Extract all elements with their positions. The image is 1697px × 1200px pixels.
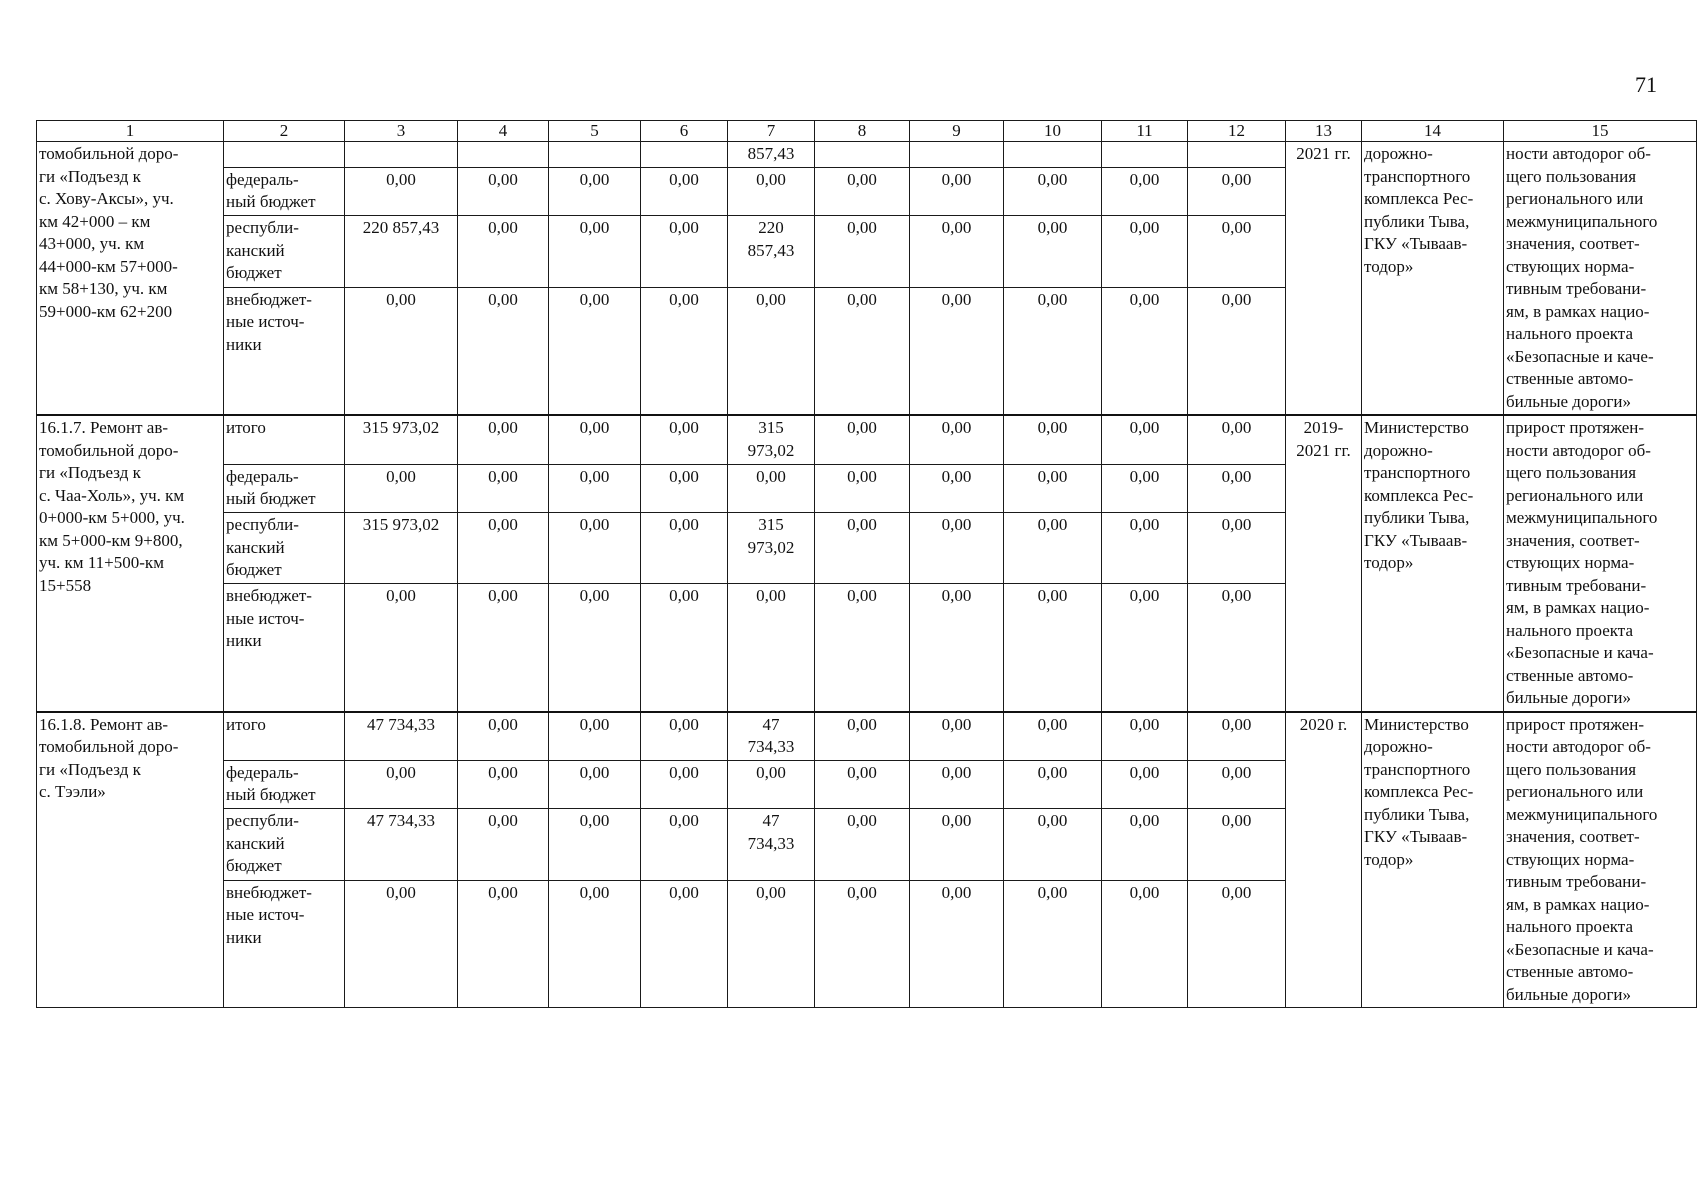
value-cell: 0,00 — [549, 464, 641, 513]
value-cell: 0,00 — [910, 584, 1004, 712]
column-number-header-row — [37, 121, 1697, 142]
value-cell: 0,00 — [1188, 167, 1286, 216]
funding-source: итого — [224, 415, 345, 464]
value-cell: 0,00 — [815, 880, 910, 1007]
value-cell: 47 734,33 — [345, 712, 458, 761]
result-cell: ности автодорог об- щего пользования регионального или межмуниципального значения, соответ- ствующих норма- тивным требовани- ям, в рамках нацио- нального проекта «Безопасные и каче- ственные автомо- бильные дороги» — [1504, 142, 1697, 416]
value-cell: 0,00 — [728, 167, 815, 216]
value-cell: 0,00 — [1188, 287, 1286, 415]
value-cell — [1004, 142, 1102, 168]
value-cell: 0,00 — [1004, 880, 1102, 1007]
funding-source: внебюджет- ные источ- ники — [224, 584, 345, 712]
funding-source: республи- канский бюджет — [224, 216, 345, 287]
value-cell: 0,00 — [549, 712, 641, 761]
executor-cell: дорожно- транспортного комплекса Рес- публики Тыва, ГКУ «Тываав- тодор» — [1362, 142, 1504, 416]
value-cell: 0,00 — [1004, 513, 1102, 584]
value-cell: 0,00 — [458, 464, 549, 513]
value-cell: 0,00 — [1188, 712, 1286, 761]
value-cell: 0,00 — [458, 513, 549, 584]
value-cell: 0,00 — [1004, 760, 1102, 808]
value-cell: 0,00 — [549, 415, 641, 464]
value-cell: 0,00 — [910, 216, 1004, 287]
value-cell: 0,00 — [1004, 584, 1102, 712]
executor-cell: Министерство дорожно- транспортного комплекса Рес- публики Тыва, ГКУ «Тываав- тодор» — [1362, 415, 1504, 712]
years-cell: 2019- 2021 гг. — [1286, 415, 1362, 712]
funding-source — [224, 142, 345, 168]
value-cell: 0,00 — [1004, 167, 1102, 216]
value-cell: 0,00 — [1188, 584, 1286, 712]
value-cell: 0,00 — [815, 513, 910, 584]
value-cell: 0,00 — [641, 464, 728, 513]
value-cell: 0,00 — [728, 760, 815, 808]
value-cell: 0,00 — [641, 880, 728, 1007]
table-row — [37, 415, 1697, 464]
value-cell: 0,00 — [1102, 167, 1188, 216]
value-cell: 0,00 — [728, 584, 815, 712]
value-cell: 0,00 — [1004, 287, 1102, 415]
column-number: 1 — [37, 121, 224, 142]
value-cell: 0,00 — [641, 584, 728, 712]
value-cell: 47 734,33 — [728, 809, 815, 880]
value-cell: 0,00 — [641, 809, 728, 880]
value-cell: 220 857,43 — [728, 216, 815, 287]
value-cell: 0,00 — [549, 513, 641, 584]
column-number: 3 — [345, 121, 458, 142]
value-cell: 0,00 — [1188, 513, 1286, 584]
value-cell: 0,00 — [815, 167, 910, 216]
column-number: 4 — [458, 121, 549, 142]
column-number: 9 — [910, 121, 1004, 142]
value-cell: 0,00 — [1102, 712, 1188, 761]
column-number: 12 — [1188, 121, 1286, 142]
value-cell — [458, 142, 549, 168]
funding-source: внебюджет- ные источ- ники — [224, 880, 345, 1007]
value-cell: 0,00 — [641, 712, 728, 761]
value-cell: 0,00 — [1102, 809, 1188, 880]
funding-source: федераль- ный бюджет — [224, 760, 345, 808]
column-number: 15 — [1504, 121, 1697, 142]
years-cell: 2021 гг. — [1286, 142, 1362, 416]
value-cell: 0,00 — [345, 760, 458, 808]
column-number: 14 — [1362, 121, 1504, 142]
value-cell: 0,00 — [549, 809, 641, 880]
value-cell: 0,00 — [345, 584, 458, 712]
result-cell: прирост протяжен- ности автодорог об- щего пользования регионального или межмуниципального значения, соответ- ствующих норма- тивным требовани- ям, в рамках нацио- нального проекта «Безопасные и кача- ственные автомо- бильные дороги» — [1504, 415, 1697, 712]
value-cell: 0,00 — [458, 287, 549, 415]
value-cell: 0,00 — [910, 880, 1004, 1007]
column-number: 5 — [549, 121, 641, 142]
funding-source: итого — [224, 712, 345, 761]
value-cell: 47 734,33 — [728, 712, 815, 761]
value-cell: 0,00 — [1102, 584, 1188, 712]
result-cell: прирост протяжен- ности автодорог об- щего пользования регионального или межмуниципального значения, соответ- ствующих норма- тивным требовани- ям, в рамках нацио- нального проекта «Безопасные и кача- ственные автомо- бильные дороги» — [1504, 712, 1697, 1008]
value-cell: 0,00 — [815, 584, 910, 712]
value-cell — [1102, 142, 1188, 168]
value-cell: 0,00 — [1004, 464, 1102, 513]
funding-source: федераль- ный бюджет — [224, 167, 345, 216]
funding-source: федераль- ный бюджет — [224, 464, 345, 513]
funding-source: республи- канский бюджет — [224, 513, 345, 584]
value-cell: 0,00 — [458, 712, 549, 761]
value-cell: 0,00 — [1004, 809, 1102, 880]
value-cell: 0,00 — [910, 287, 1004, 415]
value-cell: 0,00 — [728, 287, 815, 415]
value-cell: 315 973,02 — [345, 513, 458, 584]
value-cell — [641, 142, 728, 168]
column-number: 7 — [728, 121, 815, 142]
value-cell: 0,00 — [815, 216, 910, 287]
value-cell — [345, 142, 458, 168]
table-row — [37, 712, 1697, 761]
road-name: 16.1.7. Ремонт ав- томобильной доро- ги «Подъезд к с. Чаа-Холь», уч. км 0+000-км 5+000, уч. км 5+000-км 9+800, уч. км 11+500-км 15+558 — [37, 415, 224, 712]
value-cell: 0,00 — [549, 167, 641, 216]
value-cell: 315 973,02 — [728, 415, 815, 464]
road-name: 16.1.8. Ремонт ав- томобильной доро- ги «Подъезд к с. Тээли» — [37, 712, 224, 1008]
value-cell: 0,00 — [1102, 513, 1188, 584]
value-cell: 857,43 — [728, 142, 815, 168]
value-cell: 0,00 — [1004, 216, 1102, 287]
value-cell — [815, 142, 910, 168]
table-row — [37, 142, 1697, 168]
value-cell: 315 973,02 — [728, 513, 815, 584]
value-cell: 0,00 — [345, 167, 458, 216]
value-cell: 0,00 — [1102, 760, 1188, 808]
value-cell: 0,00 — [728, 880, 815, 1007]
value-cell: 0,00 — [1188, 760, 1286, 808]
value-cell: 0,00 — [1102, 880, 1188, 1007]
value-cell: 0,00 — [549, 584, 641, 712]
value-cell: 0,00 — [910, 464, 1004, 513]
value-cell: 0,00 — [458, 584, 549, 712]
value-cell: 0,00 — [815, 760, 910, 808]
value-cell: 0,00 — [1102, 415, 1188, 464]
value-cell: 0,00 — [1102, 464, 1188, 513]
value-cell — [1188, 142, 1286, 168]
value-cell: 0,00 — [1004, 415, 1102, 464]
value-cell: 0,00 — [641, 167, 728, 216]
value-cell: 0,00 — [1188, 809, 1286, 880]
value-cell: 0,00 — [641, 415, 728, 464]
column-number: 11 — [1102, 121, 1188, 142]
value-cell: 0,00 — [910, 513, 1004, 584]
value-cell: 0,00 — [910, 167, 1004, 216]
program-table — [36, 120, 1697, 1008]
value-cell: 0,00 — [1188, 415, 1286, 464]
value-cell: 0,00 — [641, 287, 728, 415]
value-cell: 0,00 — [345, 287, 458, 415]
value-cell: 0,00 — [458, 216, 549, 287]
years-cell: 2020 г. — [1286, 712, 1362, 1008]
value-cell: 0,00 — [815, 712, 910, 761]
value-cell: 0,00 — [549, 287, 641, 415]
value-cell: 0,00 — [815, 464, 910, 513]
value-cell: 0,00 — [910, 415, 1004, 464]
value-cell: 0,00 — [1188, 464, 1286, 513]
value-cell: 0,00 — [549, 880, 641, 1007]
value-cell: 0,00 — [458, 880, 549, 1007]
value-cell: 0,00 — [1102, 216, 1188, 287]
column-number: 6 — [641, 121, 728, 142]
road-name: томобильной доро- ги «Подъезд к с. Хову-Аксы», уч. км 42+000 – км 43+000, уч. км 44+000-км 57+000- км 58+130, уч. км 59+000-км 62+200 — [37, 142, 224, 416]
value-cell: 0,00 — [910, 809, 1004, 880]
value-cell: 0,00 — [728, 464, 815, 513]
executor-cell: Министерство дорожно- транспортного комплекса Рес- публики Тыва, ГКУ «Тываав- тодор» — [1362, 712, 1504, 1008]
value-cell: 0,00 — [345, 464, 458, 513]
value-cell: 0,00 — [549, 760, 641, 808]
value-cell: 0,00 — [910, 760, 1004, 808]
value-cell: 0,00 — [345, 880, 458, 1007]
column-number: 10 — [1004, 121, 1102, 142]
value-cell: 315 973,02 — [345, 415, 458, 464]
value-cell: 0,00 — [815, 809, 910, 880]
value-cell: 0,00 — [1188, 880, 1286, 1007]
value-cell: 0,00 — [641, 216, 728, 287]
value-cell: 0,00 — [641, 760, 728, 808]
value-cell: 0,00 — [815, 287, 910, 415]
column-number: 13 — [1286, 121, 1362, 142]
value-cell: 220 857,43 — [345, 216, 458, 287]
value-cell — [549, 142, 641, 168]
value-cell: 0,00 — [458, 809, 549, 880]
value-cell: 0,00 — [458, 760, 549, 808]
value-cell: 0,00 — [458, 415, 549, 464]
column-number: 2 — [224, 121, 345, 142]
page-number: 71 — [1635, 72, 1657, 97]
value-cell: 0,00 — [1188, 216, 1286, 287]
value-cell: 0,00 — [1004, 712, 1102, 761]
value-cell: 0,00 — [641, 513, 728, 584]
value-cell — [910, 142, 1004, 168]
value-cell: 0,00 — [549, 216, 641, 287]
value-cell: 0,00 — [910, 712, 1004, 761]
funding-source: республи- канский бюджет — [224, 809, 345, 880]
value-cell: 0,00 — [1102, 287, 1188, 415]
funding-source: внебюджет- ные источ- ники — [224, 287, 345, 415]
value-cell: 0,00 — [815, 415, 910, 464]
column-number: 8 — [815, 121, 910, 142]
value-cell: 47 734,33 — [345, 809, 458, 880]
value-cell: 0,00 — [458, 167, 549, 216]
